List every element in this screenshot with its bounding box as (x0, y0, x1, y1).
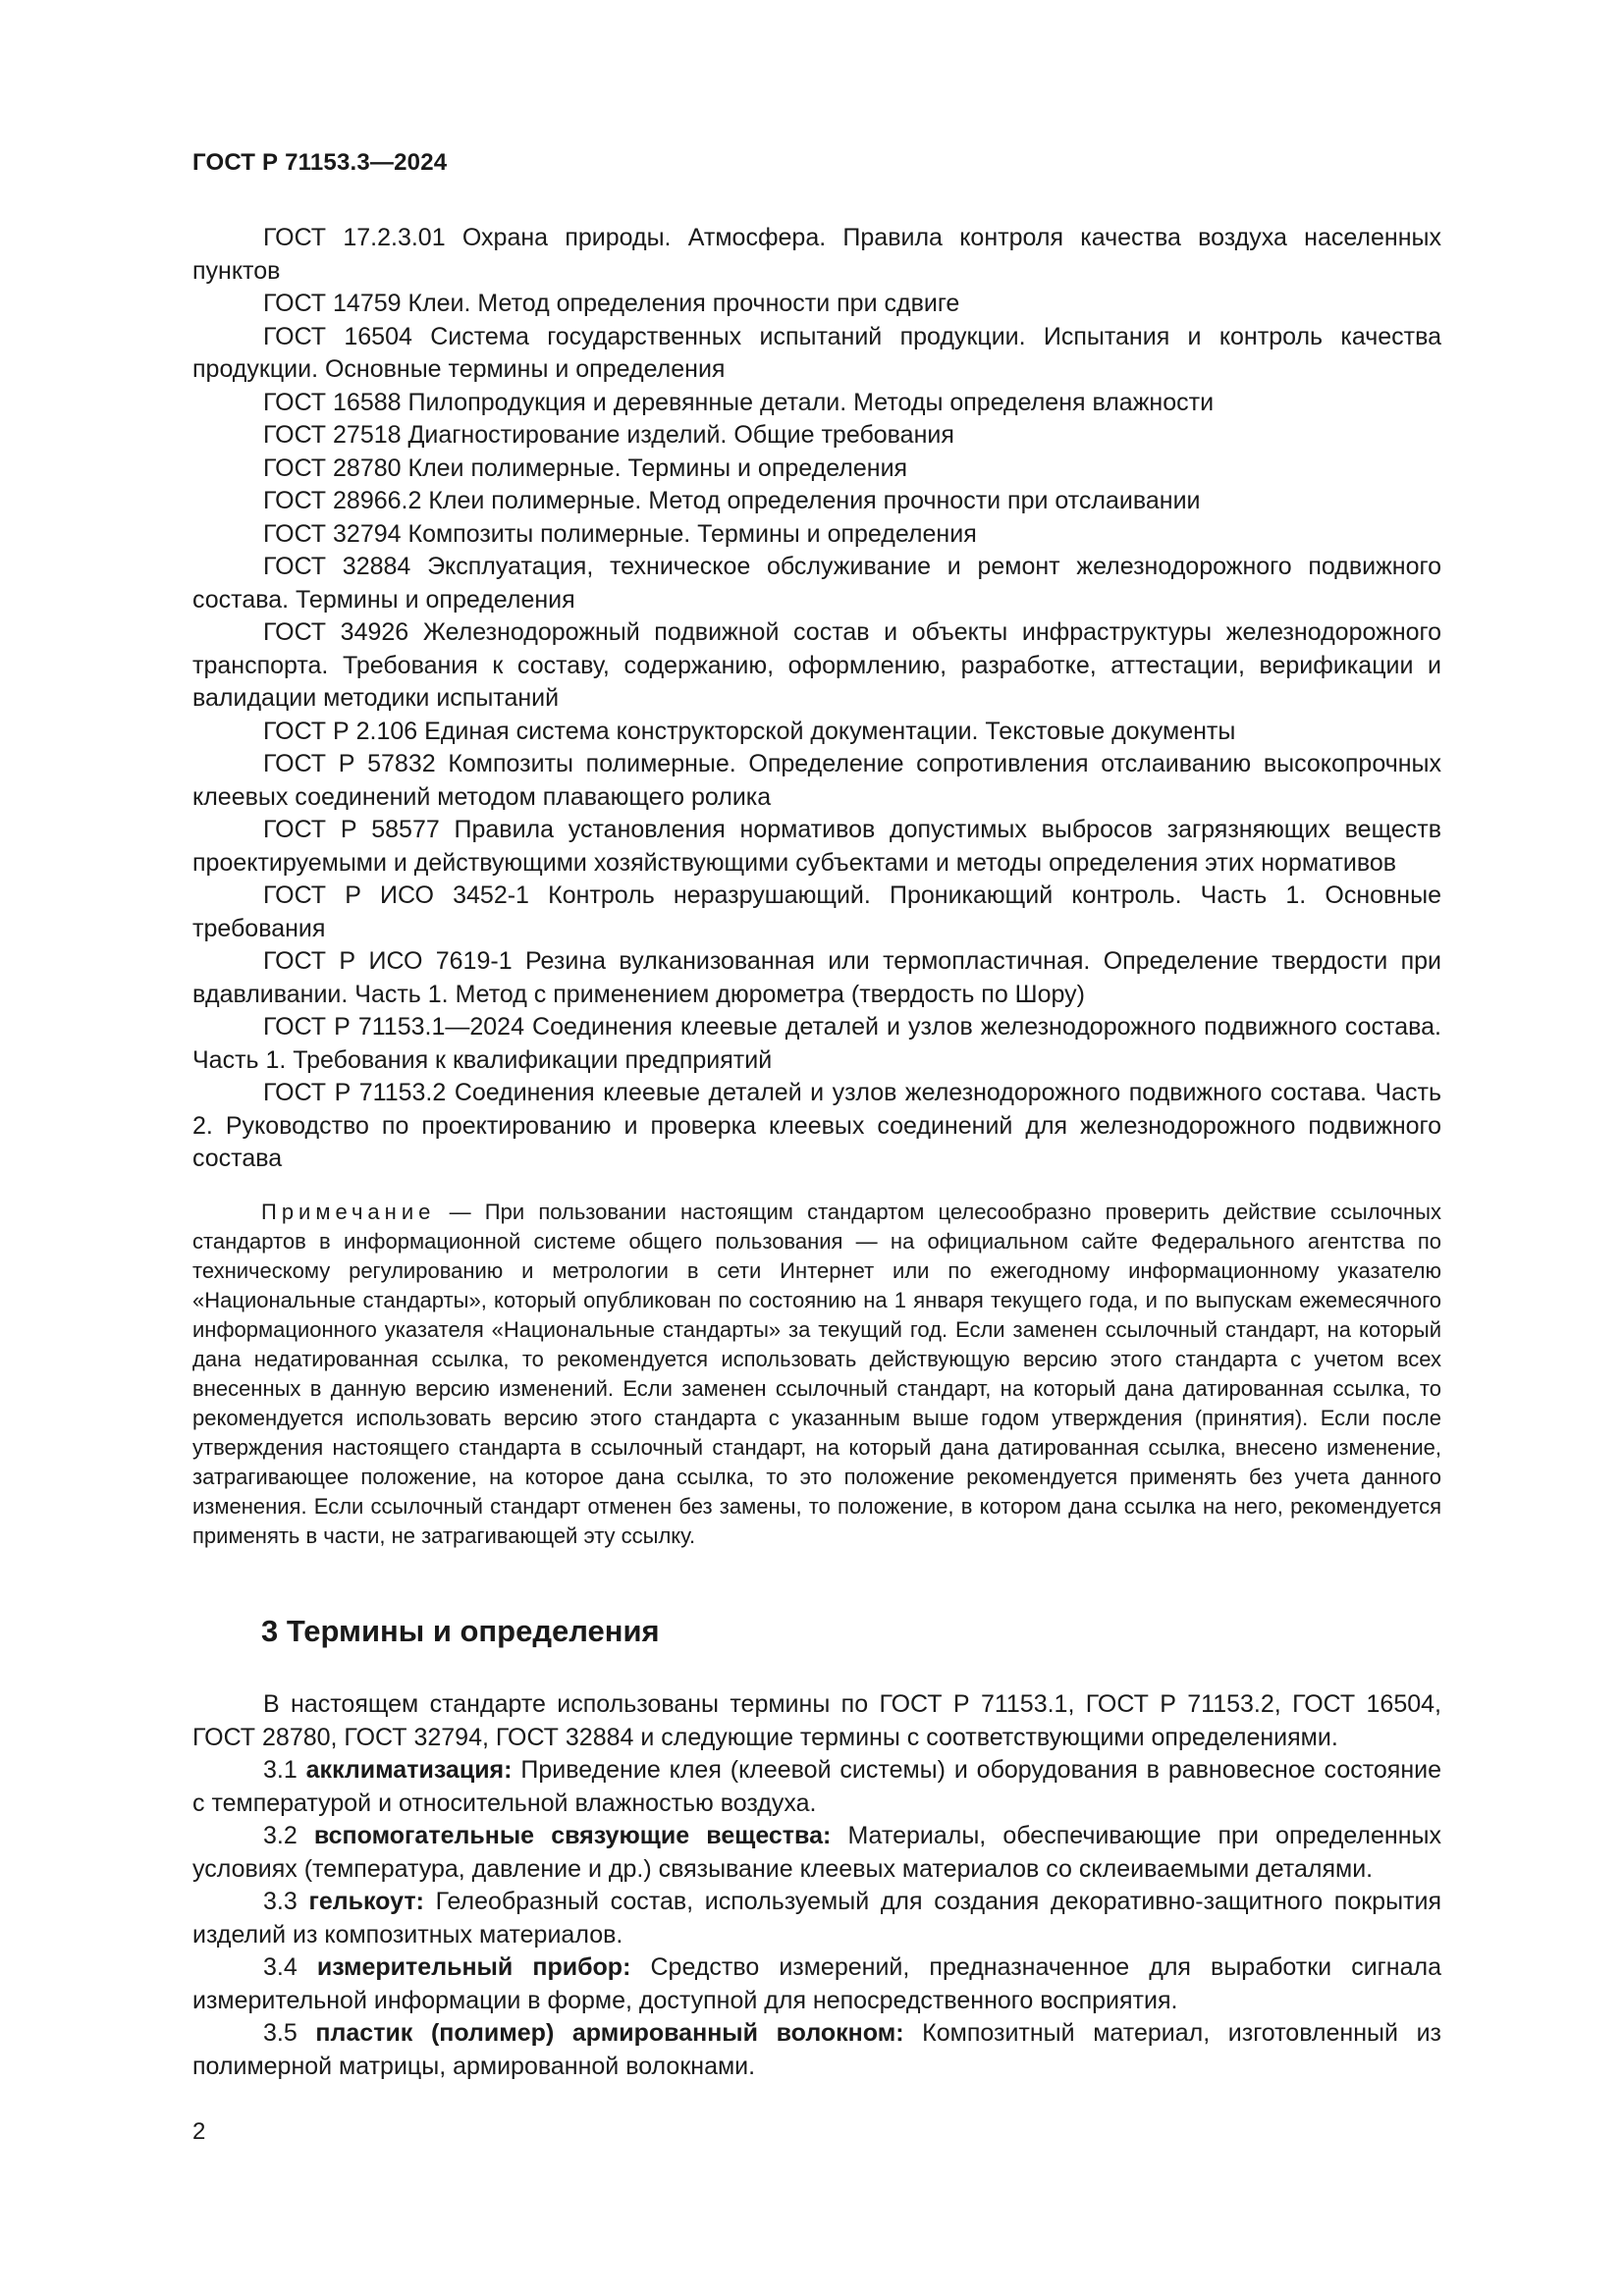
reference-title: Контроль неразрушающий. Проникающий контроль. Часть 1. Основные требования (192, 881, 1441, 942)
reference-title: Пилопродукция и деревянные детали. Методы определеня влажности (407, 388, 1215, 416)
reference-code: ГОСТ 27518 (263, 421, 402, 449)
reference-item (192, 387, 1441, 420)
normative-references (192, 222, 1441, 1551)
reference-item (192, 419, 1441, 453)
reference-code: ГОСТ 32884 (263, 553, 411, 580)
reference-code: ГОСТ Р 57832 (263, 750, 436, 777)
term-number: 3.1 (263, 1756, 298, 1784)
term-item (192, 1754, 1441, 1820)
reference-code: ГОСТ Р 71153.2 (263, 1079, 447, 1106)
reference-item (192, 616, 1441, 716)
reference-item (192, 748, 1441, 814)
reference-item (192, 880, 1441, 945)
term-definition: Приведение клея (клеевой системы) и оборудования в равновесное состояние с температурой и относительной влажностью воздуха. (192, 1756, 1442, 1817)
reference-code: ГОСТ 28780 (263, 454, 402, 482)
term-item (192, 2017, 1441, 2083)
reference-item (192, 945, 1441, 1011)
term-name: акклиматизация: (305, 1756, 513, 1784)
reference-item (192, 222, 1441, 288)
term-number: 3.2 (263, 1822, 298, 1849)
note-paragraph (192, 1198, 1441, 1551)
term-number: 3.4 (263, 1953, 298, 1981)
reference-item (192, 1011, 1441, 1077)
note-label: Примечание (261, 1199, 436, 1224)
note-text: — При пользовании настоящим стандартом целесообразно проверить действие ссылочных стандартов в информационной системе общего пользования — на официальном сайте Федерального агентства по техническому регулированию и метрологии в сети Интернет или по ежегодному информационному указателю «Национальные стандарты», который опубликован по состоянию на 1 января текущего года, и по выпускам ежемесячного информационного указателя «Национальные стандарты» за текущий год. Если заменен ссылочный стандарт, на который дана недатированная ссылка, то рекомендуется использовать действующую версию этого стандарта с учетом всех внесенных в данную версию изменений. Если заменен ссылочный стандарт, на который дана датированная ссылка, то рекомендуется использовать версию этого стандарта с указанным выше годом утверждения (принятия). Если после утверждения настоящего стандарта в ссылочный стандарт, на который дана датированная ссылка, внесено изменение, затрагивающее положение, на которое дана ссылка, то это положение рекомендуется применять без учета данного изменения. Если ссылочный стандарт отменен без замены, то положение, в котором дана ссылка на него, рекомендуется применять в части, не затрагивающей эту ссылку. (192, 1199, 1441, 1548)
reference-title: Клеи. Метод определения прочности при сдвиге (407, 290, 960, 317)
reference-item (192, 288, 1441, 321)
section-intro: В настоящем стандарте использованы термины по ГОСТ Р 71153.1, ГОСТ Р 71153.2, ГОСТ 16504, ГОСТ 28780, ГОСТ 32794, ГОСТ 32884 и следующие термины с соответствующими определениями. (192, 1690, 1441, 1751)
reference-code: ГОСТ 17.2.3.01 (263, 224, 446, 251)
term-item (192, 1886, 1441, 1951)
section-title: 3 Термины и определения (261, 1614, 660, 1648)
term-name: вспомогательные связующие вещества: (313, 1822, 832, 1849)
term-definition: Средство измерений, предназначенное для выработки сигнала измерительной информации в форме, доступной для непосредственного восприятия. (192, 1953, 1441, 2014)
reference-title: Композиты полимерные. Термины и определения (407, 519, 977, 548)
term-definition: Материалы, обеспечивающие при определенных условиях (температура, давление и др.) связывание клеевых материалов со склеиваемыми деталями. (192, 1822, 1441, 1883)
reference-title: Диагностирование изделий. Общие требования (407, 421, 954, 449)
term-item (192, 1820, 1441, 1886)
reference-code: ГОСТ Р 71153.1—2024 (263, 1013, 524, 1041)
reference-code: ГОСТ Р ИСО 3452-1 (263, 881, 529, 909)
reference-item (192, 485, 1441, 518)
reference-title: Правила установления нормативов допустимых выбросов загрязняющих веществ проектируемыми и действующими хозяйствующими субъектами и методы определения этих нормативов (192, 816, 1441, 877)
reference-code: ГОСТ 16504 (263, 322, 412, 350)
reference-title: Соединения клеевые деталей и узлов железнодорожного подвижного состава. Часть 2. Руководство по проектированию и проверка клеевых соединений для железнодорожного подвижного состава (192, 1079, 1441, 1172)
term-number: 3.3 (263, 1888, 298, 1915)
reference-title: Клеи полимерные. Метод определения прочности при отслаивании (428, 487, 1201, 514)
reference-code: ГОСТ 32794 (263, 519, 402, 548)
term-definition: Гелеобразный состав, используемый для создания декоративно-защитного покрытия изделий из композитных материалов. (192, 1888, 1441, 1949)
term-item (192, 1951, 1441, 2017)
reference-title: Эксплуатация, техническое обслуживание и ремонт железнодорожного подвижного состава. Термины и определения (192, 553, 1441, 614)
term-definition: Композитный материал, изготовленный из полимерной матрицы, армированной волокнами. (192, 2019, 1442, 2080)
reference-title: Охрана природы. Атмосфера. Правила контроля качества воздуха населенных пунктов (192, 224, 1442, 285)
reference-item (192, 814, 1441, 880)
term-number: 3.5 (263, 2019, 298, 2047)
reference-item (192, 716, 1441, 749)
terms-section (192, 1688, 1441, 2083)
term-name: измерительный прибор: (316, 1953, 631, 1981)
reference-item (192, 1077, 1441, 1176)
reference-title: Единая система конструкторской документации. Текстовые документы (424, 717, 1236, 745)
term-name: пластик (полимер) армированный волокном: (315, 2019, 904, 2047)
reference-code: ГОСТ 28966.2 (263, 487, 422, 514)
reference-code: ГОСТ Р ИСО 7619-1 (263, 947, 513, 975)
reference-item (192, 321, 1441, 387)
reference-code: ГОСТ Р 58577 (263, 816, 440, 843)
term-name: гелькоут: (308, 1888, 424, 1915)
reference-code: ГОСТ 16588 (263, 388, 402, 416)
reference-item (192, 453, 1441, 486)
reference-code: ГОСТ 14759 (263, 290, 402, 317)
reference-code: ГОСТ Р 2.106 (263, 717, 418, 745)
reference-title: Соединения клеевые деталей и узлов железнодорожного подвижного состава. Часть 1. Требования к квалификации предприятий (192, 1013, 1441, 1074)
reference-title: Клеи полимерные. Термины и определения (407, 454, 908, 482)
reference-title: Система государственных испытаний продукции. Испытания и контроль качества продукции. Основные термины и определения (192, 322, 1441, 383)
reference-title: Композиты полимерные. Определение сопротивления отслаиванию высокопрочных клеевых соединений методом плавающего ролика (192, 750, 1441, 811)
reference-item (192, 518, 1441, 552)
reference-code: ГОСТ 34926 (263, 618, 409, 646)
page-number: 2 (192, 2118, 206, 2145)
reference-title: Резина вулканизованная или термопластичная. Определение твердости при вдавливании. Часть 1. Метод с применением дюрометра (твердость по Шору) (192, 947, 1442, 1008)
reference-title: Железнодорожный подвижной состав и объекты инфраструктуры железнодорожного транспорта. Требования к составу, содержанию, оформлению, разработке, аттестации, верификации и валидации методики испытаний (192, 618, 1442, 712)
reference-item (192, 551, 1441, 616)
document-header: ГОСТ Р 71153.3—2024 (192, 149, 448, 176)
